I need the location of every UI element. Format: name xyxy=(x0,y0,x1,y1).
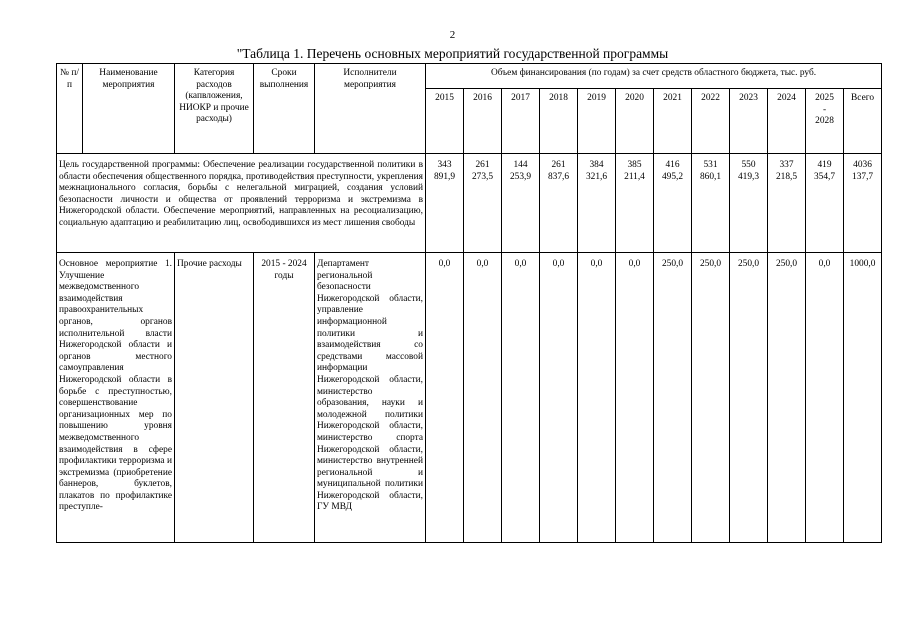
year-range-end: 2028 xyxy=(815,116,834,127)
header-year: 2020 xyxy=(616,89,654,154)
goal-value-2025-2028: 419 354,7 xyxy=(806,154,844,253)
header-row-1 xyxy=(57,64,882,89)
header-total: Всего xyxy=(844,89,882,154)
header-no: № п/п xyxy=(57,64,83,154)
goal-text: Цель государственной программы: Обеспечение реализации государственной политики в области обеспечения общественного порядка, противодействия преступности, укрепления межнационального согласия, борьбы с нелегальной миграцией, создания условий безопасности личности и общества от проявлений терроризма и экстремизма в Нижегородской области. Обеспечение мероприятий, направленных на ресоциализацию, социальную адаптацию и реабилитацию лиц, освободившихся из мест лишения свободы xyxy=(57,154,426,253)
activity-value-2017: 0,0 xyxy=(502,253,540,543)
goal-value-2017: 144 253,9 xyxy=(502,154,540,253)
activity-value-2020: 0,0 xyxy=(616,253,654,543)
header-year: 2023 xyxy=(730,89,768,154)
header-year: 2018 xyxy=(540,89,578,154)
header-year: 2022 xyxy=(692,89,730,154)
goal-value-2019: 384 321,6 xyxy=(578,154,616,253)
program-activities-table xyxy=(56,63,882,543)
goal-value-2015: 343 891,9 xyxy=(426,154,464,253)
activity-value-2016: 0,0 xyxy=(464,253,502,543)
goal-value-2016: 261 273,5 xyxy=(464,154,502,253)
year-range-dash: - xyxy=(822,104,827,115)
activity-value-2019: 0,0 xyxy=(578,253,616,543)
activity-value-2025-2028: 0,0 xyxy=(806,253,844,543)
header-terms: Сроки выполнения xyxy=(254,64,315,154)
goal-value-2024: 337 218,5 xyxy=(768,154,806,253)
header-category: Категория расходов (капвложения, НИОКР и прочие расходы) xyxy=(175,64,254,154)
activity-value-2021: 250,0 xyxy=(654,253,692,543)
header-year: 2021 xyxy=(654,89,692,154)
header-executors: Исполнители мероприятия xyxy=(315,64,426,154)
header-year: 2017 xyxy=(502,89,540,154)
header-year-2025-2028 xyxy=(806,89,844,154)
goal-value-2021: 416 495,2 xyxy=(654,154,692,253)
header-year: 2019 xyxy=(578,89,616,154)
header-year: 2016 xyxy=(464,89,502,154)
table-title: "Таблица 1. Перечень основных мероприятий государственной программы xyxy=(236,46,669,61)
activity-value-2024: 250,0 xyxy=(768,253,806,543)
header-year: 2015 xyxy=(426,89,464,154)
header-year: 2024 xyxy=(768,89,806,154)
goal-value-2018: 261 837,6 xyxy=(540,154,578,253)
goal-value-2022: 531 860,1 xyxy=(692,154,730,253)
goal-value-2020: 385 211,4 xyxy=(616,154,654,253)
activity-value-total: 1000,0 xyxy=(844,253,882,543)
goal-value-total: 4036 137,7 xyxy=(844,154,882,253)
activity-executors: Департамент региональной безопасности Нижегородской области, управление информационной политики и взаимодействия со средствами массовой информации Нижегородской области, министерство образования, науки и молодежной политики Нижегородской области, министерство спорта Нижегородской области, министерство внутренней региональной и муниципальной политики Нижегородской области, ГУ МВД xyxy=(315,253,426,543)
activity-value-2022: 250,0 xyxy=(692,253,730,543)
year-range-start: 2025 xyxy=(815,93,834,103)
activity-value-2015: 0,0 xyxy=(426,253,464,543)
activity-value-2018: 0,0 xyxy=(540,253,578,543)
header-funding: Объем финансирования (по годам) за счет средств областного бюджета, тыс. руб. xyxy=(426,64,882,89)
activity-terms: 2015 - 2024 годы xyxy=(254,253,315,543)
activity-name: Основное мероприятие 1. Улучшение межведомственного взаимодействия правоохранительных органов, органов исполнительной власти Нижегородской области и органов местного самоуправления Нижегородской области в борьбе с преступностью, совершенствование организационных мер по повышению уровня межведомственного взаимодействия в сфере профилактики терроризма и экстремизма (приобретение баннеров, буклетов, плакатов по профилактике преступле- xyxy=(57,253,175,543)
activity-value-2023: 250,0 xyxy=(730,253,768,543)
header-name: Наименование мероприятия xyxy=(83,64,175,154)
page-number: 2 xyxy=(449,29,456,41)
goal-value-2023: 550 419,3 xyxy=(730,154,768,253)
activity-row xyxy=(57,253,882,543)
activity-category: Прочие расходы xyxy=(175,253,254,543)
goal-row xyxy=(57,154,882,253)
